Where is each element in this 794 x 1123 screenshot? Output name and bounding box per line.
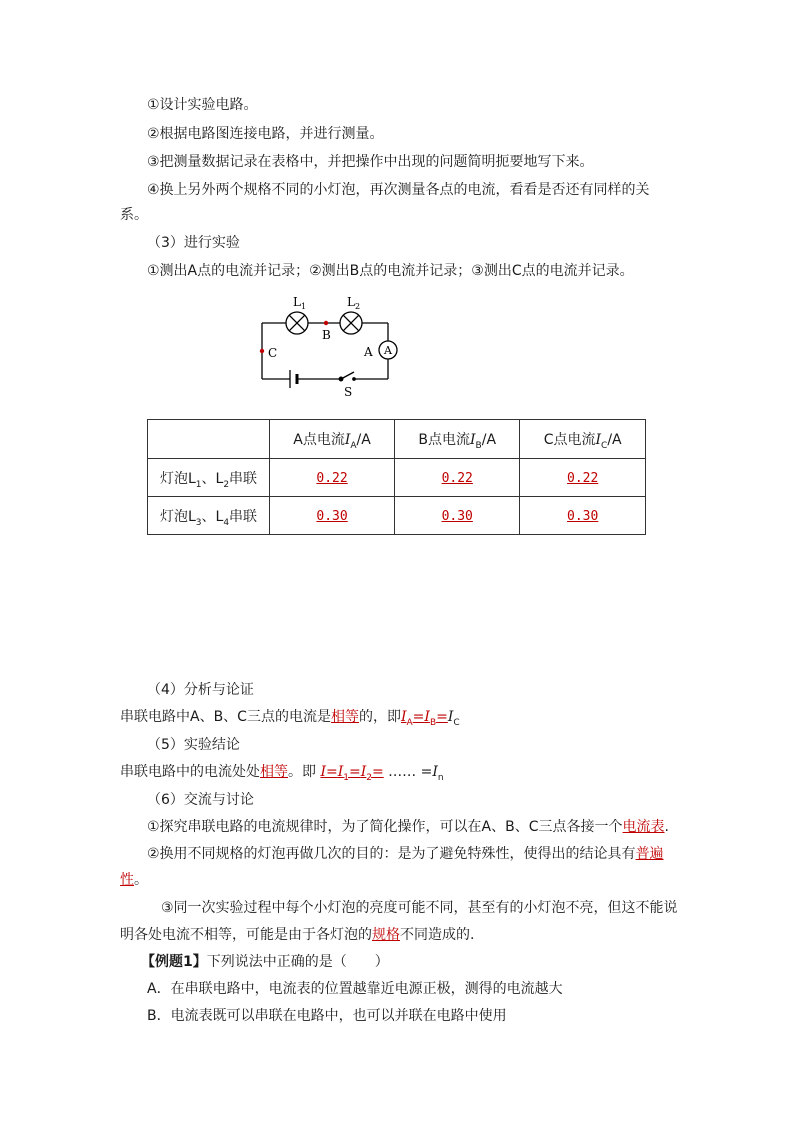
- section-4-heading: （4）分析与论证: [147, 682, 254, 698]
- ammeter-icon: [379, 341, 397, 359]
- lamp-2-label: $L_2$: [347, 295, 361, 311]
- ammeter-label: A: [384, 344, 392, 357]
- switch-icon: [339, 372, 355, 381]
- section-3-heading: （3）进行实验: [147, 235, 240, 251]
- step-3: ③把测量数据记录在表格中，并把操作中出现的问题简明扼要地写下来。: [147, 154, 594, 170]
- section-6-point-3: ③同一次实验过程中每个小灯泡的亮度可能不同，甚至有的小灯泡不亮，但这不能说: [161, 900, 678, 916]
- example-label: 【例题1】: [141, 954, 207, 970]
- step-4-continued: 系。: [120, 207, 148, 223]
- point-a-label: A: [364, 345, 373, 359]
- current-measurement-table: [147, 419, 646, 535]
- point-b-label: B: [322, 328, 331, 342]
- point-b-marker: [324, 321, 328, 325]
- section-5-heading: （5）实验结论: [147, 737, 240, 753]
- lamp-2-icon: [340, 312, 362, 334]
- option-a: A．在串联电路中，电流表的位置越靠近电源正极，测得的电流越大: [147, 981, 563, 997]
- circuit-diagram: [250, 288, 410, 400]
- table-cell: 0.30: [395, 497, 520, 535]
- header-c-current: C点电流$I_C/A$: [520, 420, 646, 459]
- table-cell: 0.30: [270, 497, 395, 535]
- header-b-current: B点电流$I_B/A$: [395, 420, 520, 459]
- answer-blank: 性: [120, 872, 134, 888]
- point-c-label: C: [268, 346, 278, 360]
- section-5-text: 串联电路中的电流处处相等。即 $I=I_1=I_2=$ …… $=I_n$: [120, 764, 444, 783]
- answer-blank: 相等: [330, 709, 359, 725]
- table-cell: 0.22: [520, 459, 646, 497]
- step-4: ④换上另外两个规格不同的小灯泡，再次测量各点的电流，看看是否还有同样的关: [147, 182, 650, 198]
- section-3-line: ①测出A点的电流并记录；②测出B点的电流并记录；③测出C点的电流并记录。: [147, 263, 634, 279]
- table-cell: 0.30: [520, 497, 646, 535]
- answer-blank: 规格: [372, 927, 400, 943]
- step-2: ②根据电路图连接电路，并进行测量。: [147, 126, 384, 142]
- section-6-point-2: ②换用不同规格的灯泡再做几次的目的：是为了避免特殊性，使得出的结论具有普遍: [147, 846, 664, 862]
- step-1: ①设计实验电路。: [147, 97, 258, 113]
- lamp-1-icon: [286, 312, 308, 334]
- table-row: [148, 459, 646, 497]
- section-6-heading: （6）交流与讨论: [147, 792, 254, 808]
- table-header-row: [148, 420, 646, 459]
- answer-blank: 相等: [260, 764, 288, 780]
- table-cell: 0.22: [270, 459, 395, 497]
- table-corner-cell: [148, 420, 270, 459]
- section-4-text: 串联电路中A、B、C三点的电流是相等的，即$I_A=I_B=I_C$: [120, 709, 460, 728]
- answer-blank: 电流表: [622, 819, 665, 835]
- table-row: [148, 497, 646, 535]
- section-6-point-1: ①探究串联电路的电流规律时，为了简化操作，可以在A、B、C三点各接一个电流表.: [147, 819, 669, 835]
- answer-blank: 普遍: [635, 846, 664, 862]
- section-6-point-2-continued: 性。: [120, 872, 148, 888]
- switch-label: S: [344, 385, 353, 399]
- section-6-point-3-continued: 明各处电流不相等，可能是由于各灯泡的规格不同造成的.: [120, 927, 475, 943]
- formula-answer: $I=I_1=I_2=$: [320, 764, 384, 783]
- lamp-1-label: $L_1$: [293, 295, 307, 311]
- battery-icon: [290, 370, 297, 388]
- option-b: B．电流表既可以串联在电路中，也可以并联在电路中使用: [147, 1008, 507, 1024]
- header-a-current: A点电流$I_A/A$: [270, 420, 395, 459]
- row-label: 灯泡$L_3$、$L_4$串联: [148, 497, 270, 535]
- example-1-question: 【例题1】下列说法中正确的是（ ）: [141, 954, 389, 970]
- point-c-marker: [260, 349, 264, 353]
- formula-answer: $I_A=I_B=$: [400, 709, 448, 728]
- table-cell: 0.22: [395, 459, 520, 497]
- row-label: 灯泡$L_1$、$L_2$串联: [148, 459, 270, 497]
